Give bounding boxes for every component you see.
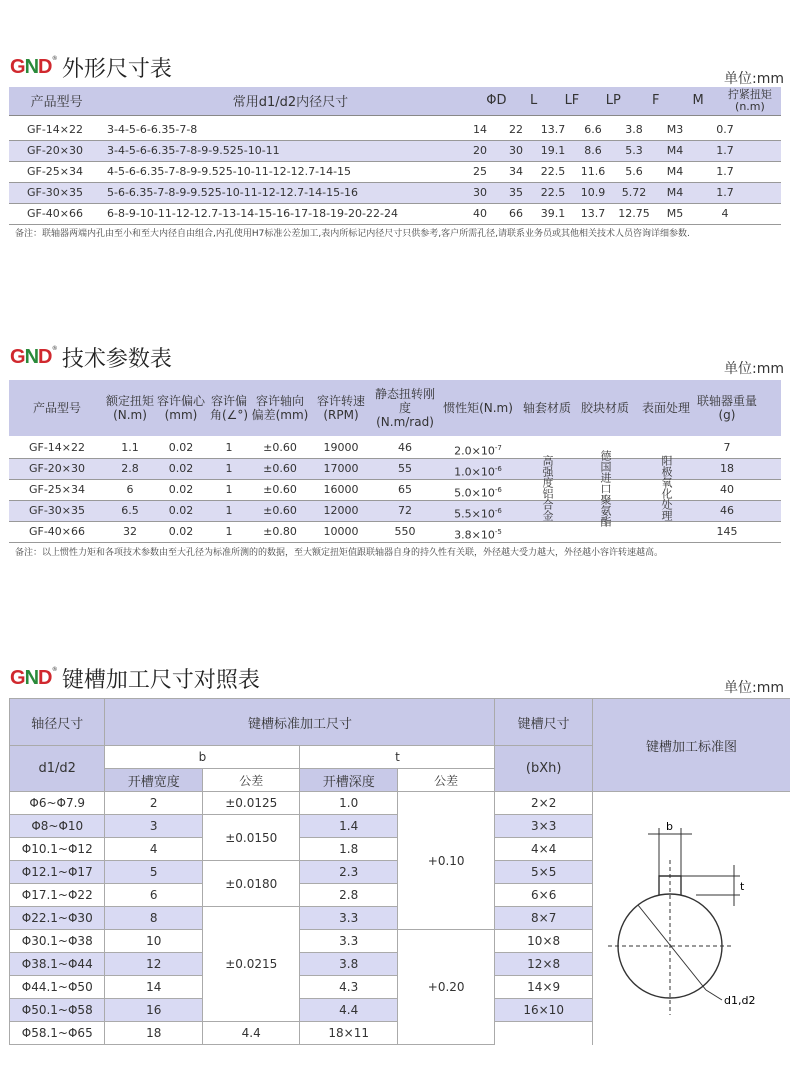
table-cell: 30 [509, 144, 523, 157]
section3-title: 键槽加工尺寸对照表 [61, 668, 260, 693]
table-cell: ±0.80 [263, 525, 297, 538]
table-cell: GF-14×22 [26, 123, 84, 136]
table-cell: 10000 [323, 525, 359, 538]
table-cell: 6.5 [121, 504, 139, 517]
table-cell: 3×3 [495, 815, 592, 838]
keyway-diagram [600, 800, 780, 1020]
table-cell: 40 [473, 207, 487, 220]
table-cell: $1.0\times 10^{-6}$ [454, 465, 502, 479]
table-cell: 7 [723, 441, 731, 454]
table-cell: ±0.60 [263, 483, 297, 496]
table-cell: 18 [720, 462, 734, 475]
table-cell: ±0.0150 [202, 815, 299, 861]
table-cell: 17000 [323, 462, 359, 475]
table-cell: 72 [398, 504, 412, 517]
table-cell: 0.02 [168, 441, 194, 454]
t-label: t [740, 880, 745, 893]
table-cell: +0.10 [397, 792, 494, 930]
table-cell: 5×5 [495, 861, 592, 884]
table-cell: 65 [398, 483, 412, 496]
table-cell: ±0.0125 [202, 792, 299, 815]
table-cell: 3 [105, 815, 202, 838]
table-cell: 40 [720, 483, 734, 496]
keyway-slot [659, 876, 681, 895]
table-cell: $2.0\times 10^{-7}$ [454, 444, 502, 458]
unit-label: 单位:mm [724, 71, 784, 87]
table-cell: 1.7 [716, 186, 734, 199]
table-cell: 39.1 [540, 207, 566, 220]
table-cell: 2×2 [495, 792, 592, 815]
table-cell: 16 [105, 999, 202, 1022]
table-cell: 1 [225, 525, 233, 538]
table-cell: 35 [509, 186, 523, 199]
unit-label: 单位:mm [724, 680, 784, 696]
unit-label: 单位:mm [724, 361, 784, 377]
table-cell: GF-25×34 [28, 483, 86, 496]
table-cell: 32 [123, 525, 137, 538]
table-cell: 46 [398, 441, 412, 454]
table-cell: 4 [721, 207, 729, 220]
table-cell: 1 [225, 483, 233, 496]
gnd-logo: G N D ® [10, 346, 56, 368]
table-cell: 6×6 [495, 884, 592, 907]
d-label: d1,d2 [724, 994, 756, 1007]
table-cell: GF-20×30 [26, 144, 84, 157]
table-cell: 12.75 [618, 207, 650, 220]
table-cell: 25 [473, 165, 487, 178]
table-cell: +0.20 [397, 930, 494, 1045]
section1-note: 备注：联轴器两端内孔由至小和至大内径自由组合,内孔使用H7标准公差加工,表内所标记内径尺寸只供参考,客户所需孔径,请联系业务员或其他相关技术人员咨询详细参数. [15, 229, 690, 239]
table-cell: 4-5-6-6.35-7-8-9-9.525-10-11-12-12.7-14-15 [107, 165, 352, 178]
table-cell: 1.0 [300, 792, 397, 815]
table-cell: $5.0\times 10^{-6}$ [454, 486, 502, 500]
table-cell: 12000 [323, 504, 359, 517]
table-cell: 0.02 [168, 462, 194, 475]
table-cell: 18×11 [300, 1022, 397, 1045]
table-cell: 6 [126, 483, 134, 496]
table-cell: 4×4 [495, 838, 592, 861]
table-row [9, 162, 781, 183]
section2-note: 备注：以上惯性力矩和各项技术参数由至大孔径为标准所测的的数据，至大额定扭矩值跟联轴器自身的持久性有关联，外径越大受力越大，外径越小容许转速越高。 [15, 548, 664, 558]
gnd-logo: G N D ® [10, 667, 56, 689]
table-cell: 46 [720, 504, 734, 517]
table-cell: 14 [105, 976, 202, 999]
leader-line [706, 990, 722, 1000]
table-cell: GF-30×35 [28, 504, 86, 517]
table-cell: Φ6~Φ7.9 [10, 792, 105, 815]
table-cell: 4.4 [202, 1022, 299, 1045]
table-cell: ±0.0180 [202, 861, 299, 907]
dimensions-table: 产品型号 常用d1/d2内径尺寸 ΦD L LF LP F M 拧紧扭矩(n.m) [9, 87, 781, 116]
table-cell: 6 [105, 884, 202, 907]
table-cell: Φ17.1~Φ22 [10, 884, 105, 907]
table-cell: 14 [473, 123, 487, 136]
table-cell: 16000 [323, 483, 359, 496]
table-cell: GF-30×35 [26, 186, 84, 199]
surface-material: 阳极氧化处理 [660, 455, 673, 521]
table-cell: 3-4-5-6-6.35-7-8 [107, 123, 198, 136]
table-cell: 1.1 [121, 441, 139, 454]
table-row [9, 183, 781, 204]
table-cell: 5 [105, 861, 202, 884]
table-cell: 3.3 [300, 930, 397, 953]
sleeve-material: 高强度铝合金 [541, 455, 554, 521]
table-cell: 22.5 [540, 186, 566, 199]
table-cell: 13.7 [540, 123, 566, 136]
table-cell: 2.8 [121, 462, 139, 475]
table-cell: 1.7 [716, 144, 734, 157]
table-cell: 8.6 [584, 144, 602, 157]
table-cell: 8 [105, 907, 202, 930]
tech-table-header: 产品型号 额定扭矩(N.m) 容许偏心(mm) 容许偏角(∠°) 容许轴向偏差(mm) 容许转速(RPM) 静态扭转刚度(N.m/rad) 惯性矩(N.m) 轴套材质 胶块材质 表面处理 联轴器重量(g) [9, 380, 781, 436]
table-cell: 19.1 [540, 144, 566, 157]
table-cell: 20 [473, 144, 487, 157]
table-cell: 55 [398, 462, 412, 475]
table-cell: 19000 [323, 441, 359, 454]
table-cell: 5.3 [625, 144, 643, 157]
table-cell: Φ44.1~Φ50 [10, 976, 105, 999]
table-cell: M3 [666, 123, 684, 136]
table-cell: Φ10.1~Φ12 [10, 838, 105, 861]
table-cell: 66 [509, 207, 523, 220]
table-cell: 1 [225, 504, 233, 517]
table-cell: M4 [666, 144, 684, 157]
table-cell: 3.3 [300, 907, 397, 930]
table-cell: Φ12.1~Φ17 [10, 861, 105, 884]
table-cell: 1.7 [716, 165, 734, 178]
section1-header [10, 52, 172, 83]
table-cell: 22.5 [540, 165, 566, 178]
table-cell: $3.8\times 10^{-5}$ [454, 528, 502, 542]
table-cell: 1.4 [300, 815, 397, 838]
diameter-line [638, 905, 706, 990]
section3-header [10, 663, 260, 694]
table-cell: 0.02 [168, 525, 194, 538]
table-cell: 6-8-9-10-11-12-12.7-13-14-15-16-17-18-19-20-22-24 [107, 207, 398, 220]
table-cell: 4.3 [300, 976, 397, 999]
table-cell: 13.7 [580, 207, 606, 220]
table-cell: ±0.60 [263, 504, 297, 517]
table-cell: 3.8 [300, 953, 397, 976]
table-cell: 4.4 [300, 999, 397, 1022]
table-cell: 3-4-5-6-6.35-7-8-9-9.525-10-11 [107, 144, 280, 157]
table-row [9, 120, 781, 141]
table-cell: 5-6-6.35-7-8-9-9.525-10-11-12-12.7-14-15-16 [107, 186, 359, 199]
table-cell: M4 [666, 186, 684, 199]
table-cell: 0.02 [168, 504, 194, 517]
table-cell: Φ22.1~Φ30 [10, 907, 105, 930]
table-row [9, 141, 781, 162]
table-cell: 550 [394, 525, 416, 538]
table-cell: 14×9 [495, 976, 592, 999]
table-cell: Φ50.1~Φ58 [10, 999, 105, 1022]
table-cell: M4 [666, 165, 684, 178]
table-cell: 2.3 [300, 861, 397, 884]
table-cell: Φ58.1~Φ65 [10, 1022, 105, 1045]
table-cell: 12 [105, 953, 202, 976]
table-cell: 1 [225, 462, 233, 475]
table-cell: GF-25×34 [26, 165, 84, 178]
table-cell: Φ8~Φ10 [10, 815, 105, 838]
table-cell: ±0.60 [263, 441, 297, 454]
table-cell: GF-40×66 [28, 525, 86, 538]
table-cell: 8×7 [495, 907, 592, 930]
table-cell: GF-20×30 [28, 462, 86, 475]
table-cell: 5.6 [625, 165, 643, 178]
table-cell: 4 [105, 838, 202, 861]
table-cell: 1 [225, 441, 233, 454]
block-material: 德国进口聚氨酯 [599, 449, 612, 527]
table-cell: ±0.0215 [202, 907, 299, 1022]
table-cell: GF-40×66 [26, 207, 84, 220]
section2-title: 技术参数表 [61, 347, 172, 372]
table-cell: 10×8 [495, 930, 592, 953]
table-cell: 0.7 [716, 123, 734, 136]
section2-header [10, 342, 172, 373]
table-cell: Φ38.1~Φ44 [10, 953, 105, 976]
table-cell: 2.8 [300, 884, 397, 907]
keyway-table: 轴径尺寸 键槽标准加工尺寸 键槽尺寸 键槽加工标准图 d1/d2 b t (bXh) 开槽宽度 公差 开槽深度 公差 Φ6~Φ7.9 2 ±0.0125 1.0 +0.10 2×2 Φ8~Φ10 3 ±0.0150 1.4 3×3 Φ10.1~Φ12 4 1.8 4×4 Φ12.1~Φ17 5 ±0.0180 2.3 5×5 Φ17.1~Φ22 6 2.8 6×6 Φ22.1~Φ30 8 ±0.0215 3.3 8×7 Φ30.1~Φ38 10 3.3 +0.20 10×8 Φ38.1~Φ44 12 3.8 12×8 Φ44.1~Φ50 14 4.3 14×9 Φ50.1~Φ58 16 4.4 16×10 Φ58.1~Φ65 18 4.4 18×11 [9, 698, 790, 1045]
table-cell: 12×8 [495, 953, 592, 976]
table-cell: 1.8 [300, 838, 397, 861]
table-cell: GF-14×22 [28, 441, 86, 454]
table-cell: 34 [509, 165, 523, 178]
table-row [9, 204, 781, 225]
table-cell: 18 [105, 1022, 202, 1045]
table-cell: ±0.60 [263, 462, 297, 475]
table-cell: 145 [716, 525, 738, 538]
section1-title: 外形尺寸表 [61, 57, 172, 82]
b-label: b [666, 820, 673, 833]
table-cell: M5 [666, 207, 684, 220]
table-cell: 10 [105, 930, 202, 953]
gnd-logo: G N D ® [10, 56, 56, 78]
table-cell: 30 [473, 186, 487, 199]
table-cell: 16×10 [495, 999, 592, 1022]
table-cell: 2 [105, 792, 202, 815]
table-cell: 6.6 [584, 123, 602, 136]
table-cell: 5.72 [621, 186, 647, 199]
table-cell: 3.8 [625, 123, 643, 136]
table-cell: Φ30.1~Φ38 [10, 930, 105, 953]
table-cell: 22 [509, 123, 523, 136]
table-cell: 0.02 [168, 483, 194, 496]
table-cell: 11.6 [580, 165, 606, 178]
table-cell: $5.5\times 10^{-6}$ [454, 507, 502, 521]
table-cell: 10.9 [580, 186, 606, 199]
